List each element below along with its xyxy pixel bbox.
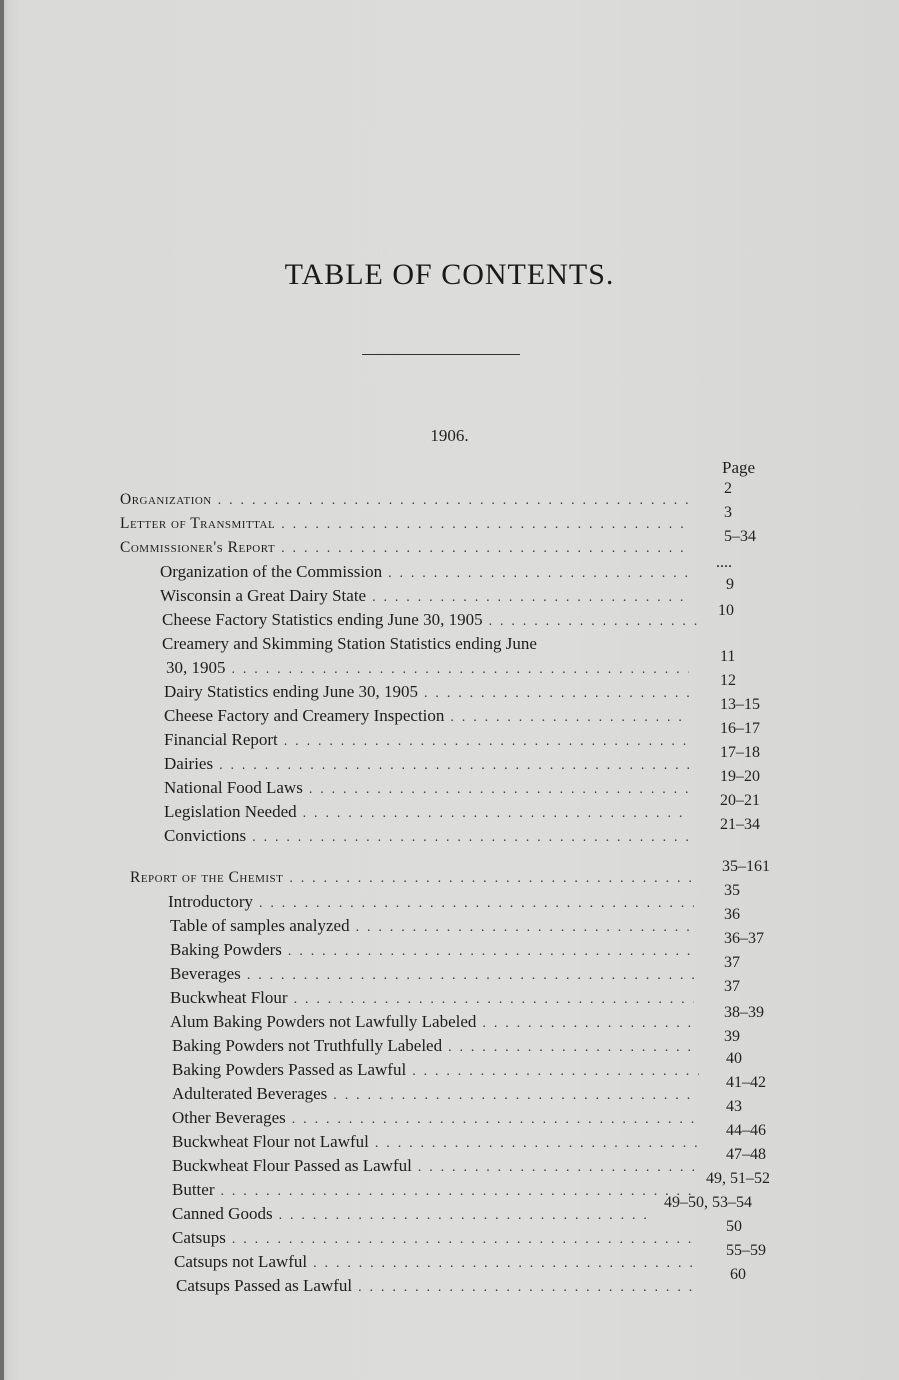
dot-leader — [252, 828, 689, 848]
toc-entry-label: Baking Powders not Truthfully Labeled — [172, 1036, 443, 1055]
dot-leader — [375, 1134, 699, 1154]
toc-entry-page: 35 — [724, 882, 740, 899]
dot-leader — [303, 804, 689, 824]
toc-entry-label: Adulterated Beverages — [172, 1084, 328, 1103]
dot-leader — [333, 1086, 699, 1106]
toc-entry-label: Convictions — [164, 826, 247, 845]
toc-entry-page: 49, 51–52 — [706, 1170, 770, 1187]
dot-leader — [294, 990, 694, 1010]
toc-entry — [130, 868, 700, 889]
dot-leader — [259, 894, 694, 914]
toc-entry-page: 17–18 — [720, 744, 760, 761]
toc-entry-label: Wisconsin a Great Dairy State — [160, 586, 367, 605]
toc-entry-label: Canned Goods — [172, 1204, 273, 1223]
toc-entry-page: 49–50, 53–54 — [664, 1194, 752, 1211]
toc-entry — [120, 538, 695, 559]
toc-entry-label: Cheese Factory and Creamery Inspection — [164, 706, 445, 725]
toc-entry-label: Organization of the Commission — [160, 562, 383, 581]
toc-entry-label: Baking Powders Passed as Lawful — [172, 1060, 407, 1079]
dot-leader — [418, 1158, 699, 1178]
dot-leader — [289, 869, 694, 889]
toc-entry — [164, 730, 695, 752]
toc-entry — [160, 562, 695, 584]
dot-leader — [358, 1278, 699, 1298]
toc-entry — [170, 964, 700, 986]
toc-entry-label: 30, 1905 — [166, 658, 226, 677]
dot-leader — [221, 1182, 700, 1202]
toc-entry-page: 40 — [726, 1050, 742, 1067]
page-column-header: Page — [722, 458, 756, 477]
dot-leader — [356, 918, 694, 938]
toc-entry-page: 3 — [724, 504, 732, 521]
toc-entry-label: Alum Baking Powders not Lawfully Labeled — [170, 1012, 477, 1031]
dot-leader — [281, 539, 689, 559]
toc-entry-page: 39 — [724, 1028, 740, 1045]
toc-entry-page: 16–17 — [720, 720, 760, 737]
dot-leader — [288, 942, 694, 962]
title-divider — [362, 354, 520, 355]
toc-entry-label: Dairies — [164, 754, 214, 773]
toc-entry-page: 12 — [720, 672, 736, 689]
toc-entry-label: Cheese Factory Statistics ending June 30, 1905 — [162, 610, 483, 629]
toc-entry-page: 37 — [724, 978, 740, 995]
dot-leader — [309, 780, 689, 800]
dot-leader — [448, 1038, 699, 1058]
dot-leader — [388, 564, 689, 584]
toc-entry — [120, 514, 695, 535]
dot-leader — [489, 612, 706, 632]
dot-leader — [424, 684, 689, 704]
toc-entry — [120, 490, 695, 511]
dot-leader — [247, 966, 694, 986]
dot-leader — [232, 1230, 699, 1250]
toc-entry — [176, 1276, 705, 1298]
toc-entry-label: Buckwheat Flour Passed as Lawful — [172, 1156, 412, 1175]
toc-entry-page: 47–48 — [726, 1146, 766, 1163]
toc-entry — [164, 682, 695, 704]
dot-leader — [412, 1062, 699, 1082]
toc-entry-label: Catsups Passed as Lawful — [176, 1276, 353, 1295]
toc-entry-page: 9 — [726, 576, 734, 593]
toc-entry-page: 43 — [726, 1098, 742, 1115]
toc-entry-label: Catsups — [172, 1228, 226, 1247]
toc-entry-page: 13–15 — [720, 696, 760, 713]
dot-leader — [450, 708, 689, 728]
dot-leader — [284, 732, 689, 752]
toc-entry — [172, 1204, 660, 1226]
toc-entry-page: 55–59 — [726, 1242, 766, 1259]
toc-entry — [160, 586, 695, 608]
dot-leader — [219, 756, 689, 776]
toc-entry-label: Organization — [120, 491, 212, 508]
toc-entry-label: Financial Report — [164, 730, 278, 749]
toc-entry-label: Dairy Statistics ending June 30, 1905 — [164, 682, 419, 701]
toc-entry-page: 37 — [724, 954, 740, 971]
toc-entry — [162, 634, 700, 654]
page-edge — [0, 0, 4, 1380]
page-title: TABLE OF CONTENTS. — [284, 258, 615, 291]
toc-entry — [164, 826, 695, 848]
toc-entry-page: 50 — [726, 1218, 742, 1235]
toc-entry-page: 36–37 — [724, 930, 764, 947]
toc-entry — [172, 1060, 705, 1082]
toc-entry-page: 21–34 — [720, 816, 760, 833]
toc-entry-label: Legislation Needed — [164, 802, 297, 821]
toc-entry-page: 19–20 — [720, 768, 760, 785]
toc-entry — [172, 1132, 705, 1154]
toc-entry — [166, 658, 695, 680]
toc-entry-label: Commissioner's Report — [120, 539, 276, 556]
toc-entry-label: Table of samples analyzed — [170, 916, 350, 935]
toc-entry-label: Baking Powders — [170, 940, 282, 959]
toc-entry-label: Beverages — [170, 964, 241, 983]
toc-entry — [164, 754, 695, 776]
toc-entry-label: Catsups not Lawful — [174, 1252, 308, 1271]
dot-leader — [281, 515, 689, 535]
toc-entry-page: 10 — [718, 602, 734, 619]
toc-entry-label: Letter of Transmittal — [120, 515, 276, 532]
toc-entry — [172, 1084, 705, 1106]
toc-entry — [164, 706, 695, 728]
toc-entry-label: Creamery and Skimming Station Statistics ending June — [162, 634, 537, 653]
dot-leader — [372, 588, 689, 608]
toc-entry — [172, 1156, 705, 1178]
toc-entry-page: 60 — [730, 1266, 746, 1283]
toc-entry-page: 20–21 — [720, 792, 760, 809]
dot-leader — [218, 491, 689, 511]
toc-entry — [170, 940, 700, 962]
toc-entry-label: Buckwheat Flour — [170, 988, 288, 1007]
toc-entry — [174, 1252, 705, 1274]
dot-leader — [292, 1110, 699, 1130]
year-heading: 1906. — [430, 426, 469, 445]
toc-entry — [162, 610, 712, 632]
toc-entry-page: .... — [716, 554, 732, 571]
dot-leader — [313, 1254, 699, 1274]
toc-entry — [164, 778, 695, 800]
toc-entry-label: Butter — [172, 1180, 215, 1199]
toc-entry-label: National Food Laws — [164, 778, 303, 797]
toc-entry — [170, 916, 700, 938]
toc-entry — [172, 1228, 705, 1250]
toc-entry-page: 11 — [720, 648, 736, 665]
dot-leader — [279, 1206, 654, 1226]
toc-entry — [172, 1180, 705, 1202]
toc-entry — [172, 1108, 705, 1130]
toc-entry-page: 36 — [724, 906, 740, 923]
toc-entry — [170, 1012, 705, 1034]
toc-entry-label: Introductory — [168, 892, 253, 911]
toc-entry — [164, 802, 695, 824]
toc-entry — [172, 1036, 705, 1058]
dot-leader — [232, 660, 690, 680]
toc-entry-label: Buckwheat Flour not Lawful — [172, 1132, 369, 1151]
toc-entry-page: 2 — [724, 480, 732, 497]
toc-entry-page: 44–46 — [726, 1122, 766, 1139]
toc-entry — [168, 892, 700, 914]
dot-leader — [482, 1014, 699, 1034]
toc-entry-label: Report of the Chemist — [130, 869, 284, 886]
toc-entry-page: 41–42 — [726, 1074, 766, 1091]
toc-entry-page: 35–161 — [722, 858, 770, 875]
toc-entry-label: Other Beverages — [172, 1108, 286, 1127]
toc-entry — [170, 988, 700, 1010]
toc-entry-page: 38–39 — [724, 1004, 764, 1021]
toc-entry-page: 5–34 — [724, 528, 756, 545]
